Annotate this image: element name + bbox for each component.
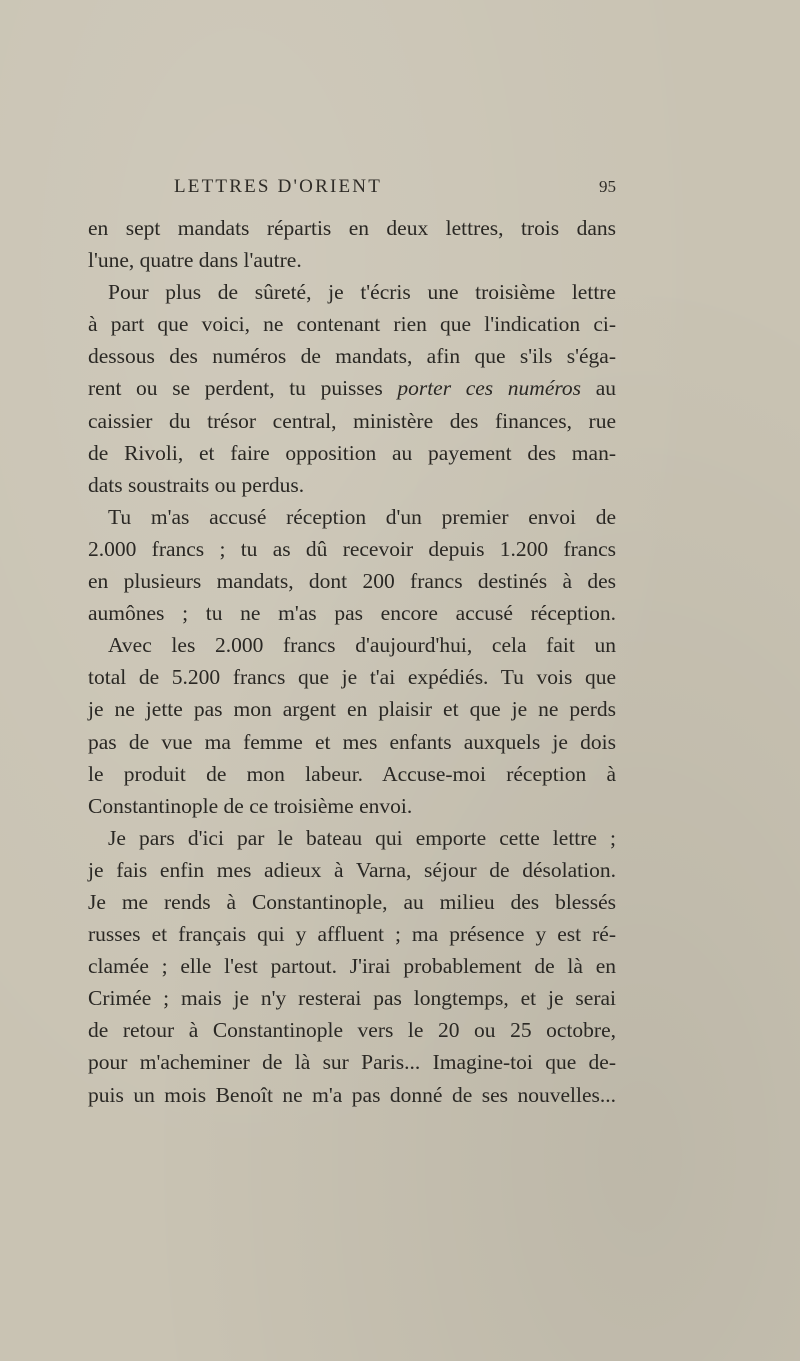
running-title: LETTRES D'ORIENT xyxy=(174,176,383,197)
body-text xyxy=(88,212,616,1111)
page-number: 95 xyxy=(599,177,616,196)
text-line: en plusieurs mandats, dont 200 francs destinés à des xyxy=(88,569,616,594)
text-line: de retour à Constantinople vers le 20 ou 25 octobre, xyxy=(88,1018,616,1043)
text-line: Crimée ; mais je n'y resterai pas longtemps, et je serai xyxy=(88,986,616,1011)
text-line: clamée ; elle l'est partout. J'irai probablement de là en xyxy=(88,954,616,979)
text-line: total de 5.200 francs que je t'ai expédiés. Tu vois que xyxy=(88,665,616,690)
text-line: Constantinople de ce troisième envoi. xyxy=(88,793,413,818)
text-line: à part que voici, ne contenant rien que l'indication ci- xyxy=(88,312,616,337)
text-line: Tu m'as accusé réception d'un premier envoi de xyxy=(108,504,616,529)
text-line: caissier du trésor central, ministère des finances, rue xyxy=(88,408,616,433)
text-line: je ne jette pas mon argent en plaisir et que je ne perds xyxy=(88,697,616,722)
text-line: Pour plus de sûreté, je t'écris une troisième lettre xyxy=(108,280,616,305)
text-line: russes et français qui y affluent ; ma présence y est ré- xyxy=(88,922,616,947)
text-line: pour m'acheminer de là sur Paris... Imagine-toi que de- xyxy=(88,1050,616,1075)
running-head xyxy=(88,176,616,200)
text-line: aumônes ; tu ne m'as pas encore accusé réception. xyxy=(88,601,616,626)
text-line: puis un mois Benoît ne m'a pas donné de ses nouvelles... xyxy=(88,1082,616,1107)
text-line: je fais enfin mes adieux à Varna, séjour de désolation. xyxy=(88,857,616,882)
text-line: Je pars d'ici par le bateau qui emporte cette lettre ; xyxy=(108,825,616,850)
text-line-with-emphasis xyxy=(88,372,616,404)
text-line: le produit de mon labeur. Accuse-moi réception à xyxy=(88,761,616,786)
text-line: 2.000 francs ; tu as dû recevoir depuis 1.200 francs xyxy=(88,536,616,561)
text-fragment: au xyxy=(581,376,616,401)
text-line: Avec les 2.000 francs d'aujourd'hui, cela fait un xyxy=(108,633,616,658)
text-line: dessous des numéros de mandats, afin que s'ils s'éga- xyxy=(88,344,616,369)
text-line: pas de vue ma femme et mes enfants auxquels je dois xyxy=(88,729,616,754)
text-line: de Rivoli, et faire opposition au payement des man- xyxy=(88,440,616,465)
text-line: dats soustraits ou perdus. xyxy=(88,472,305,497)
text-line: l'une, quatre dans l'autre. xyxy=(88,248,302,273)
text-line: en sept mandats répartis en deux lettres, trois dans xyxy=(88,216,616,240)
text-line: Je me rends à Constantinople, au milieu des blessés xyxy=(88,889,616,914)
text-fragment: rent ou se perdent, tu puisses xyxy=(88,376,398,401)
emphasized-phrase: porter ces numéros xyxy=(397,376,582,401)
